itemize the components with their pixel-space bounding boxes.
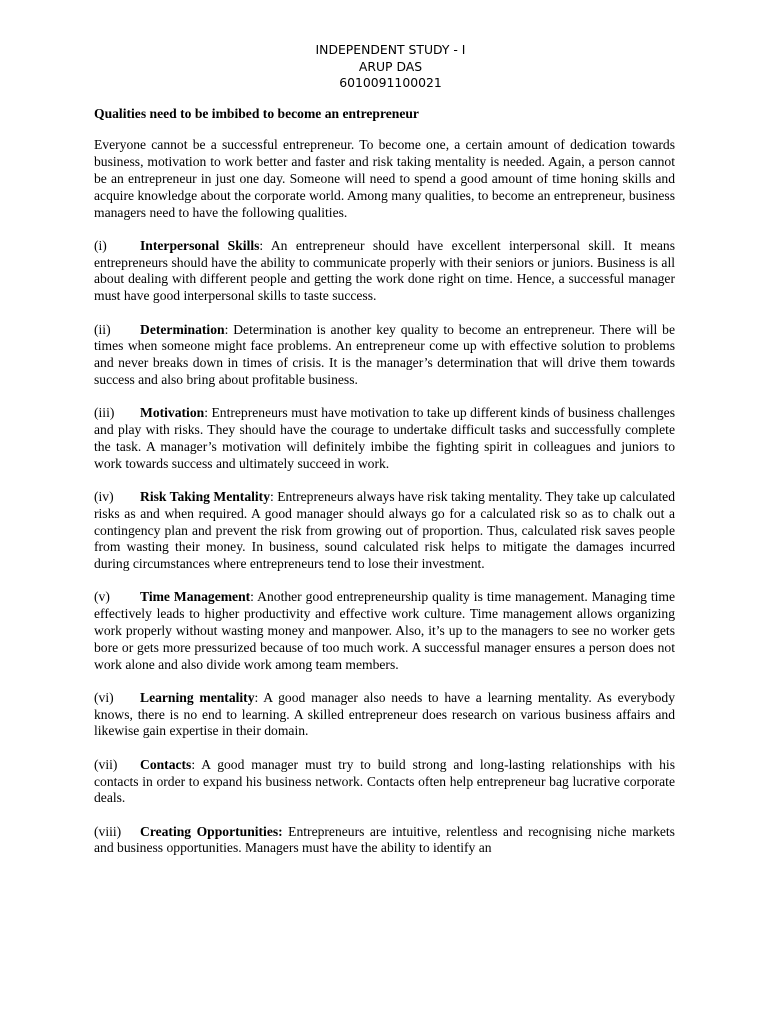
item-term: Determination [140,321,225,337]
item-number: (ii) [94,321,111,337]
quality-item-7 [94,757,675,807]
item-number: (vi) [94,689,114,705]
quality-item-3 [94,405,675,472]
quality-item-2 [94,322,675,389]
roll-number: 6010091100021 [339,75,442,91]
item-number: (vii) [94,756,118,772]
quality-item-4 [94,489,675,573]
quality-item-1 [94,238,675,305]
item-term: Interpersonal Skills [140,237,260,253]
quality-item-5 [94,589,675,673]
item-number: (iv) [94,488,114,504]
item-text: Entrepreneurs are intuitive, relentless and recognising niche markets and business opportunities. Managers must have the ability to identify an [94,823,675,856]
quality-item-6 [94,690,675,740]
quality-item-8 [94,824,675,858]
item-text: : Determination is another key quality to become an entrepreneur. There will be times when someone might face problems. An entrepreneur come up with effective solution to problems and never breaks down in times of crisis. It is the manager’s determination that will drive them towards success and also bring about profitable business. [94,321,675,387]
item-number: (i) [94,237,107,253]
item-term: Learning mentality [140,689,255,705]
intro-paragraph: Everyone cannot be a successful entrepreneur. To become one, a certain amount of dedication towards business, motivation to work better and faster and risk taking mentality is needed. Again, a person cannot be an entrepreneur in just one day. Someone will need to spend a good amount of time honing skills and acquire knowledge about the corporate world. Among many qualities, to become an entrepreneur, business managers need to have the following qualities. [94,137,675,220]
document-header [106,42,675,92]
course-title: INDEPENDENT STUDY - I [315,42,466,57]
item-text: : Entrepreneurs always have risk taking mentality. They take up calculated risks as and when required. A good manager should always go for a calculated risk so as to chalk out a contingency plan and prevent the risk from growing out of proportion. Thus, calculated risk saves people from wasting their money. In business, sound calculated risk helps to mitigate the damages incurred during circumstances where entrepreneurs tend to lose their investment. [94,488,675,572]
item-text: : A good manager also needs to have a learning mentality. As everybody knows, there is no end to learning. A skilled entrepreneur does research on various business affairs and likewise gain expertise in their domain. [94,689,675,739]
section-heading: Qualities need to be imbibed to become an entrepreneur [94,105,419,121]
item-text: : An entrepreneur should have excellent interpersonal skill. It means entrepreneurs should have the ability to communicate properly with their seniors or juniors. Business is all about dealing with different people and getting the work done right on time. Hence, a successful manager must have good interpersonal skills to taste success. [94,237,675,304]
item-text: : Entrepreneurs must have motivation to take up different kinds of business challenges and play with risks. They should have the courage to undertake difficult tasks and successfully complete the task. A manager’s motivation will definitely imbibe the fighting spirit in colleagues and juniors to work towards success and ultimately succeed in work. [94,405,675,471]
item-text: : A good manager must try to build strong and long-lasting relationships with his contacts in order to expand his business network. Contacts often help entrepreneur bag lucrative corporate deals. [94,756,675,806]
item-term: Creating Opportunities: [140,823,283,839]
item-term: Risk Taking Mentality [140,488,270,504]
item-term: Time Management [140,589,251,605]
item-text: : Another good entrepreneurship quality is time management. Managing time effectively leads to higher productivity and effective work culture. Time management allows organizing work properly without wasting money and manpower. Also, it’s up to the managers to see no worker gets bore or gets more pressurized because of too much work. A successful manager ensures a person does not work alone and also divide work among team members. [94,589,675,672]
item-term: Motivation [140,405,205,421]
item-number: (v) [94,589,110,605]
item-number: (iii) [94,405,115,421]
document-page [94,42,675,857]
author-name: ARUP DAS [358,58,423,74]
item-number: (viii) [94,823,122,839]
item-term: Contacts [140,756,192,772]
